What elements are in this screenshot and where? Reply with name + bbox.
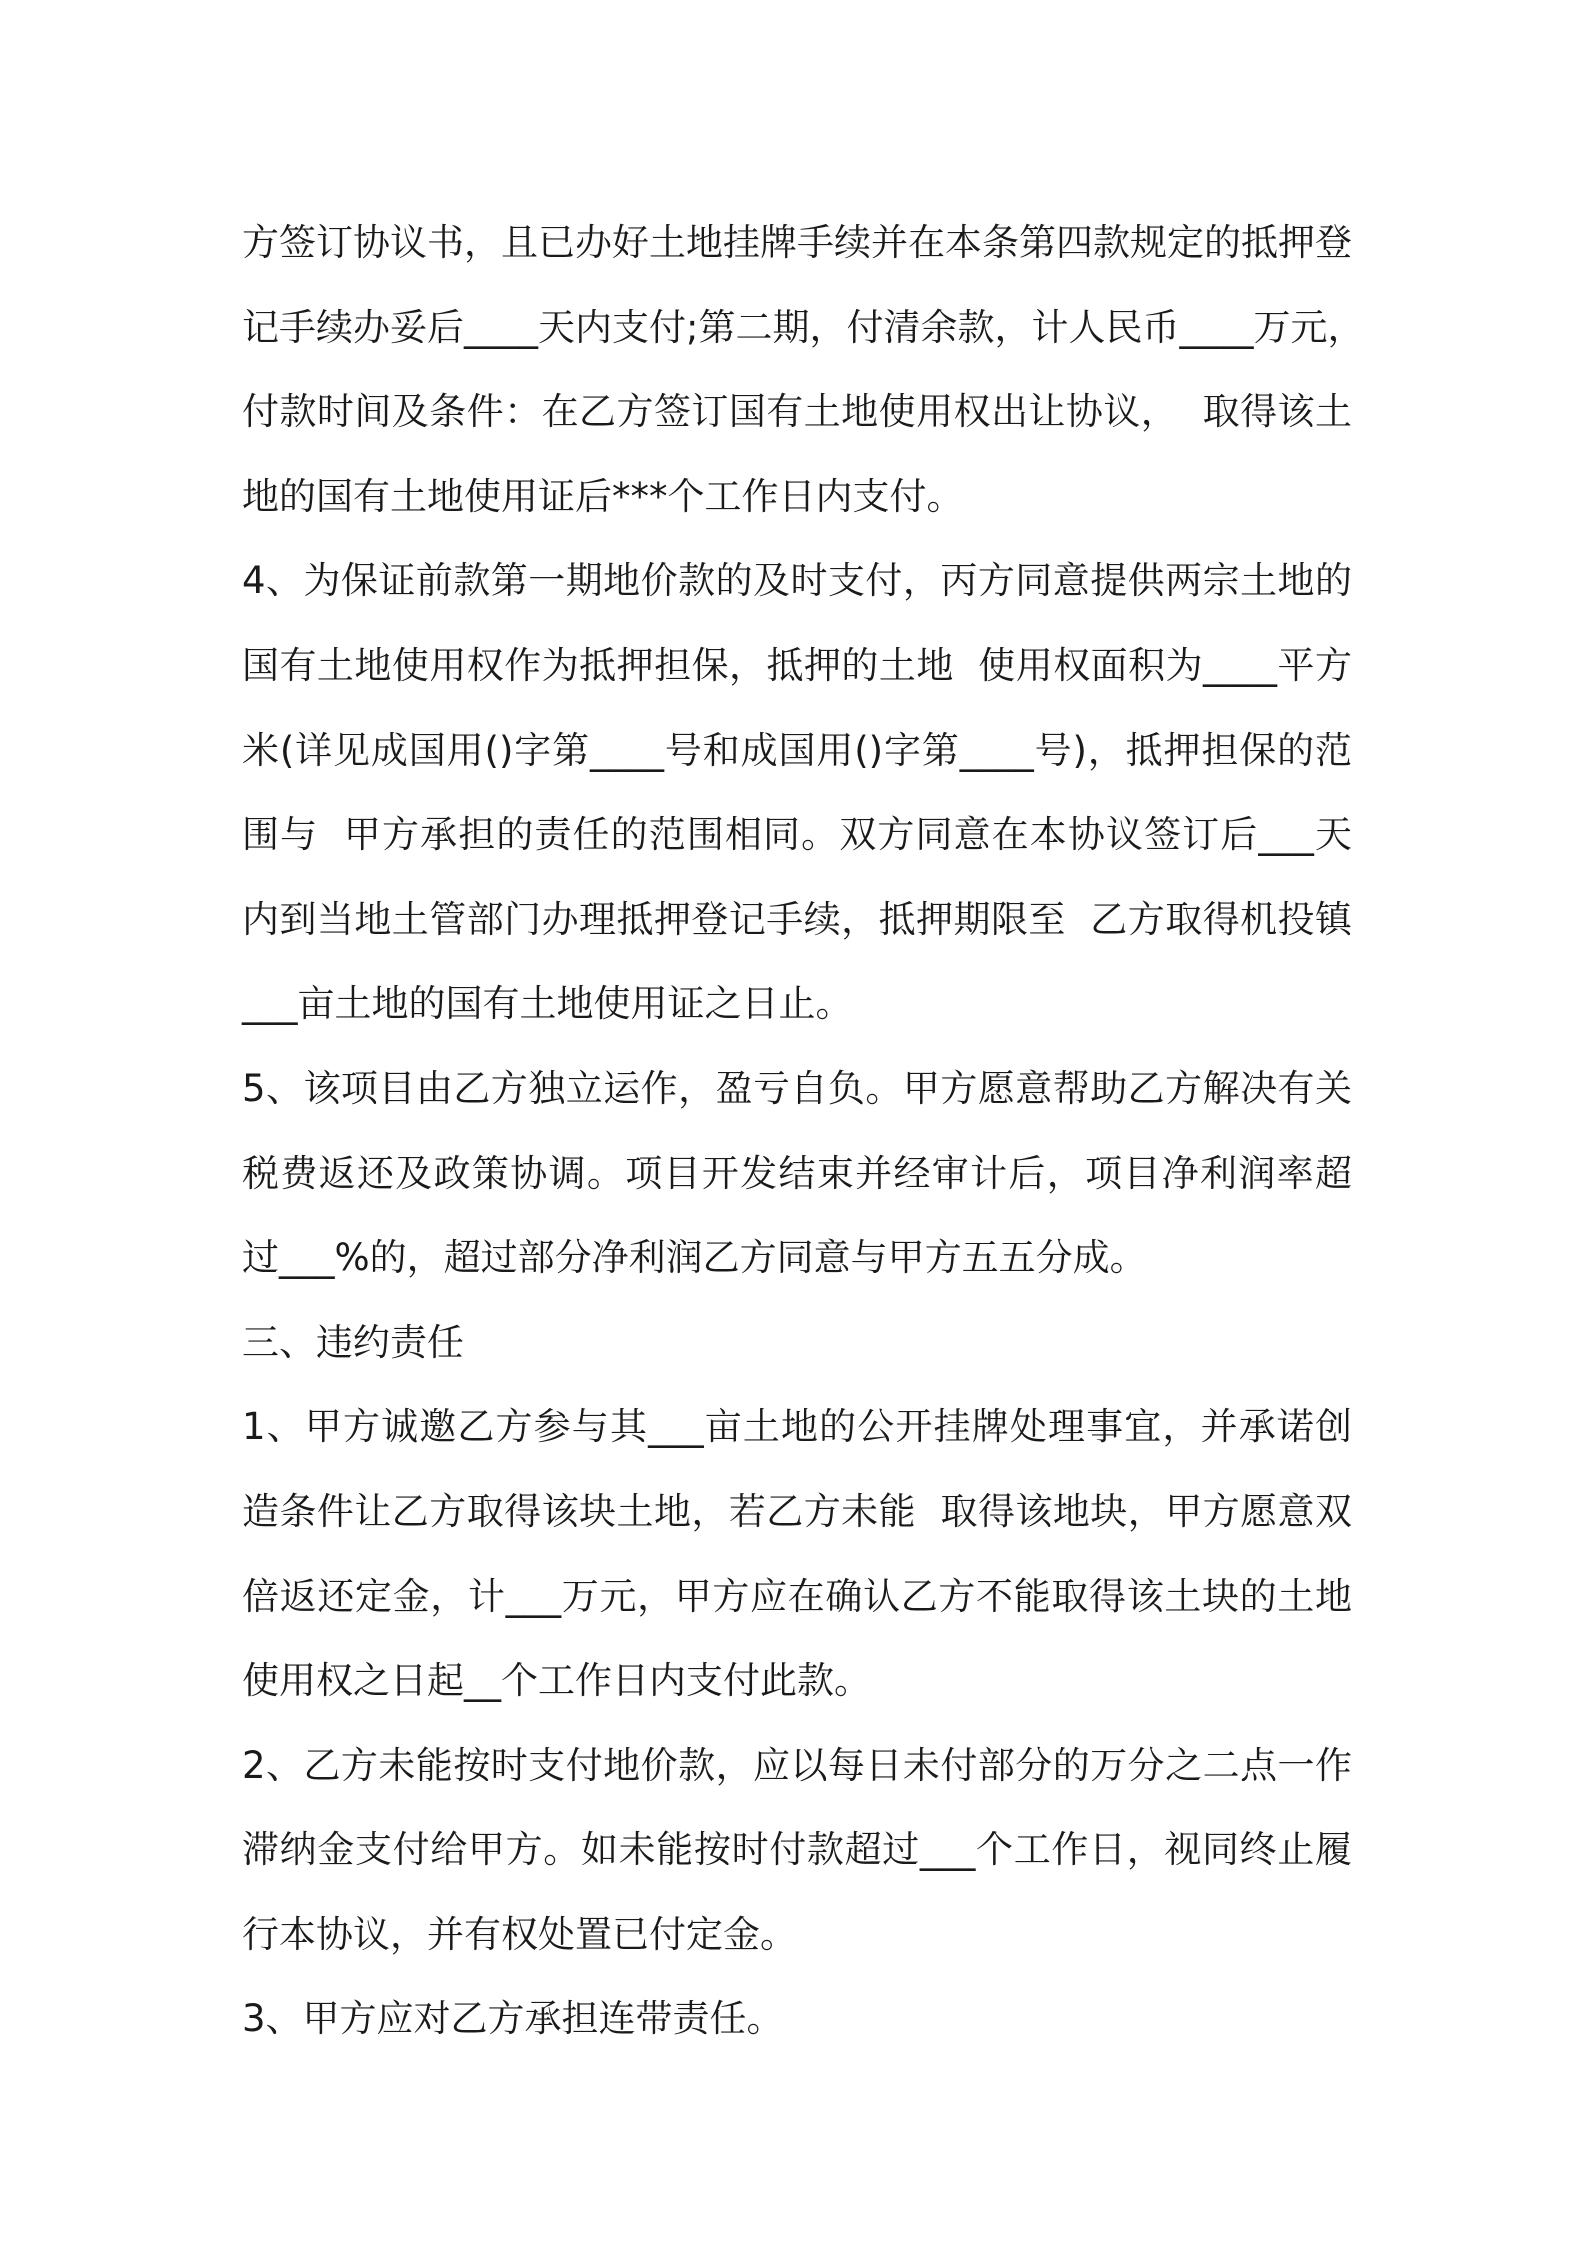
- text-line: 使用权之日起__个工作日内支付此款。: [242, 1659, 871, 1703]
- text-line: 地的国有土地使用证后***个工作日内支付。: [242, 474, 964, 518]
- section-heading: 三、违约责任: [242, 1320, 464, 1364]
- text-line: 造条件让乙方取得该块土地，若乙方未能 取得该地块，甲方愿意双: [242, 1489, 1352, 1533]
- text-line: 付款时间及条件：在乙方签订国有土地使用权出让协议， 取得该土: [242, 390, 1352, 434]
- text-line: 米(详见成国用()字第____号和成国用()字第____号)，抵押担保的范: [242, 728, 1352, 772]
- text-line: 过___%的，超过部分净利润乙方同意与甲方五五分成。: [242, 1236, 1147, 1280]
- text-line: 行本协议，并有权处置已付定金。: [242, 1912, 797, 1956]
- text-line: 国有土地使用权作为抵押担保，抵押的土地 使用权面积为____平方: [242, 643, 1352, 687]
- text-line: 税费返还及政策协调。项目开发结束并经审计后，项目净利润率超: [242, 1151, 1352, 1195]
- document-body: [242, 201, 1365, 2062]
- text-line: 2、乙方未能按时支付地价款，应以每日未付部分的万分之二点一作: [242, 1743, 1352, 1787]
- text-line: 滞纳金支付给甲方。如未能按时付款超过___个工作日，视同终止履: [242, 1828, 1352, 1872]
- text-line: 方签订协议书，且已办好土地挂牌手续并在本条第四款规定的抵押登: [242, 221, 1352, 264]
- text-line: 3、甲方应对乙方承担连带责任。: [242, 1997, 784, 2041]
- text-line: 4、为保证前款第一期地价款的及时支付，丙方同意提供两宗土地的: [242, 559, 1352, 603]
- text-line: 内到当地土管部门办理抵押登记手续，抵押期限至 乙方取得机投镇: [242, 897, 1352, 941]
- text-line: 记手续办妥后____天内支付;第二期，付清余款，计人民币____万元，: [242, 305, 1365, 349]
- text-line: 围与 甲方承担的责任的范围相同。双方同意在本协议签订后___天: [242, 813, 1352, 857]
- text-line: 5、该项目由乙方独立运作，盈亏自负。甲方愿意帮助乙方解决有关: [242, 1066, 1352, 1110]
- text-line: ___亩土地的国有土地使用证之日止。: [242, 982, 853, 1026]
- text-line: 倍返还定金，计___万元，甲方应在确认乙方不能取得该土块的土地: [242, 1574, 1352, 1618]
- text-line: 1、甲方诚邀乙方参与其___亩土地的公开挂牌处理事宜，并承诺创: [242, 1405, 1352, 1449]
